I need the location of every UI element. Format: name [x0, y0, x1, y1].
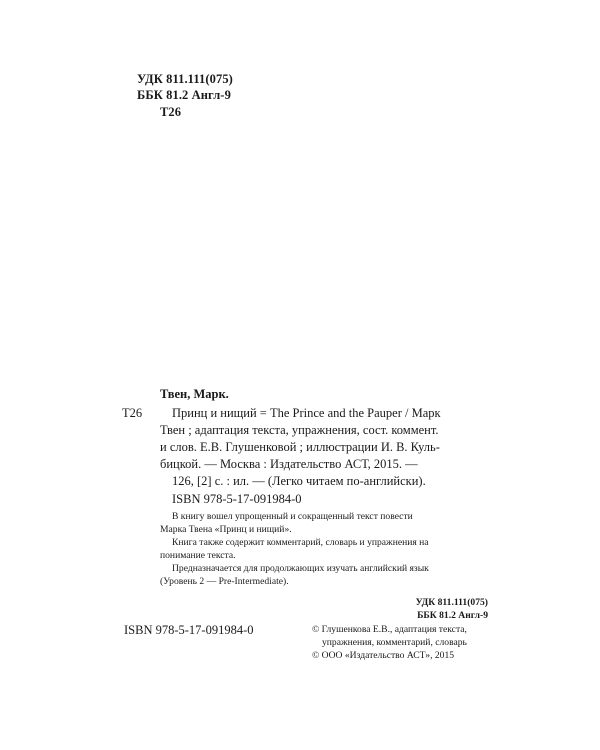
annotation-line: В книгу вошел упрощенный и сокращенный текст повести: [172, 511, 413, 522]
annotation-line: понимание текста.: [160, 550, 236, 561]
author-heading: Твен, Марк.: [160, 387, 229, 401]
entry-udk-code: УДК 811.111(075): [415, 597, 488, 608]
annotation-line: Марка Твена «Принц и нищий».: [160, 524, 292, 535]
description-line: бицкой. — Москва : Издательство АСТ, 2015. —: [160, 457, 418, 471]
description-line: Твен ; адаптация текста, упражнения, сост. коммент.: [160, 423, 439, 437]
bbk-code: ББК 81.2 Англ-9: [137, 88, 231, 102]
copyright-line: © ООО «Издательство АСТ», 2015: [312, 650, 455, 661]
entry-isbn: ISBN 978-5-17-091984-0: [172, 492, 302, 506]
entry-author-mark: Т26: [122, 406, 143, 420]
annotation-line: (Уровень 2 — Pre-Intermediate).: [160, 576, 289, 587]
udk-code: УДК 811.111(075): [137, 72, 233, 86]
copyright-line: © Глушенкова Е.В., адаптация текста,: [312, 624, 467, 635]
bottom-isbn: ISBN 978-5-17-091984-0: [124, 623, 254, 637]
annotation-line: Предназначается для продолжающих изучать английский язык: [172, 563, 429, 574]
author-mark: Т26: [160, 105, 182, 119]
description-line: 126, [2] с. : ил. — (Легко читаем по-английски).: [172, 474, 426, 488]
annotation-line: Книга также содержит комментарий, словарь и упражнения на: [172, 537, 429, 548]
description-line: и слов. Е.В. Глушенковой ; иллюстрации И. В. Куль-: [160, 440, 440, 454]
description-line: Принц и нищий = The Prince and the Pauper / Марк: [172, 406, 441, 420]
copyright-line: упражнения, комментарий, словарь: [322, 637, 467, 648]
entry-bbk-code: ББК 81.2 Англ-9: [417, 610, 488, 621]
